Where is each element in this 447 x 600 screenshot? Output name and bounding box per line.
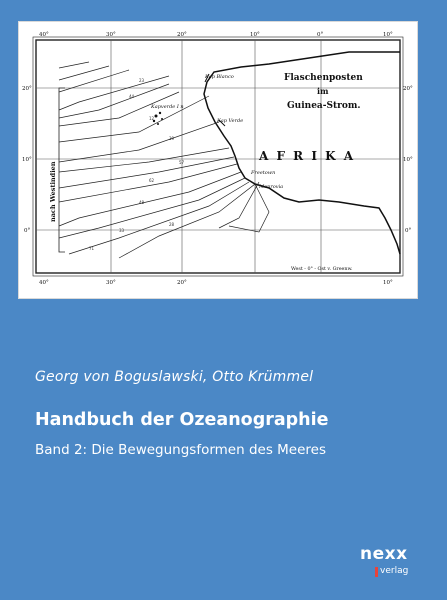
left-tick-20: 20° — [22, 86, 32, 92]
meridian-note: West - 0° - Ost v. Greenw. — [291, 267, 353, 272]
top-tick-40: 40° — [39, 32, 49, 38]
map-heading-line2: im — [317, 86, 329, 96]
drift-paths — [59, 62, 269, 258]
book-title: Handbuch der Ozeanographie — [35, 410, 329, 430]
svg-text:44: 44 — [129, 94, 135, 99]
westindien-bracket — [59, 88, 65, 252]
bottom-tick-40: 40° — [39, 280, 49, 286]
right-tick-20: 20° — [403, 86, 413, 92]
top-tick-0: 0° — [317, 32, 324, 38]
map-heading-line3: Guinea-Strom. — [287, 101, 361, 111]
guinea-current-map — [19, 22, 417, 298]
svg-text:48: 48 — [139, 200, 145, 205]
publisher-name: nexx — [360, 544, 408, 564]
top-tick-10: 10° — [250, 32, 260, 38]
right-tick-10: 10° — [403, 157, 413, 163]
svg-text:62: 62 — [149, 178, 155, 183]
svg-text:33: 33 — [119, 228, 125, 233]
svg-text:39: 39 — [169, 136, 175, 141]
book-authors: Georg von Boguslawski, Otto Krümmel — [35, 369, 314, 385]
publisher-accent-bar — [375, 567, 378, 577]
map-region-label: A F R I K A — [259, 149, 356, 163]
top-tick-20: 20° — [177, 32, 187, 38]
bottom-tick-10: 10° — [383, 280, 393, 286]
bottom-tick-20: 20° — [177, 280, 187, 286]
place-label-kapverde-inseln: Kapverde I n — [151, 104, 184, 110]
right-tick-0: 0° — [405, 228, 412, 234]
svg-text:12: 12 — [149, 116, 155, 121]
svg-text:71: 71 — [89, 246, 95, 251]
left-tick-0: 0° — [24, 228, 31, 234]
top-tick-30: 30° — [106, 32, 116, 38]
bottom-tick-30: 30° — [106, 280, 116, 286]
cape-verde-islands — [153, 112, 163, 125]
place-label-kap-blanco: Kap Blanco — [205, 74, 234, 80]
publisher-logo — [360, 544, 420, 584]
book-subtitle: Band 2: Die Bewegungsformen des Meeres — [35, 442, 327, 458]
map-side-label: nach Westindien — [49, 161, 57, 222]
cover-map — [18, 21, 418, 299]
left-tick-10: 10° — [22, 157, 32, 163]
top-tick-10-east: 10° — [383, 32, 393, 38]
svg-text:28: 28 — [169, 222, 175, 227]
map-heading-line1: Flaschenposten — [284, 73, 363, 83]
svg-text:23: 23 — [139, 78, 145, 83]
svg-text:57: 57 — [179, 160, 185, 165]
place-label-kap-verde: Kap Verde — [217, 118, 244, 124]
place-label-freetown: Freetown — [251, 170, 276, 176]
publisher-sub: verlag — [380, 566, 409, 576]
place-label-monrovia: Monrovia — [259, 184, 284, 190]
